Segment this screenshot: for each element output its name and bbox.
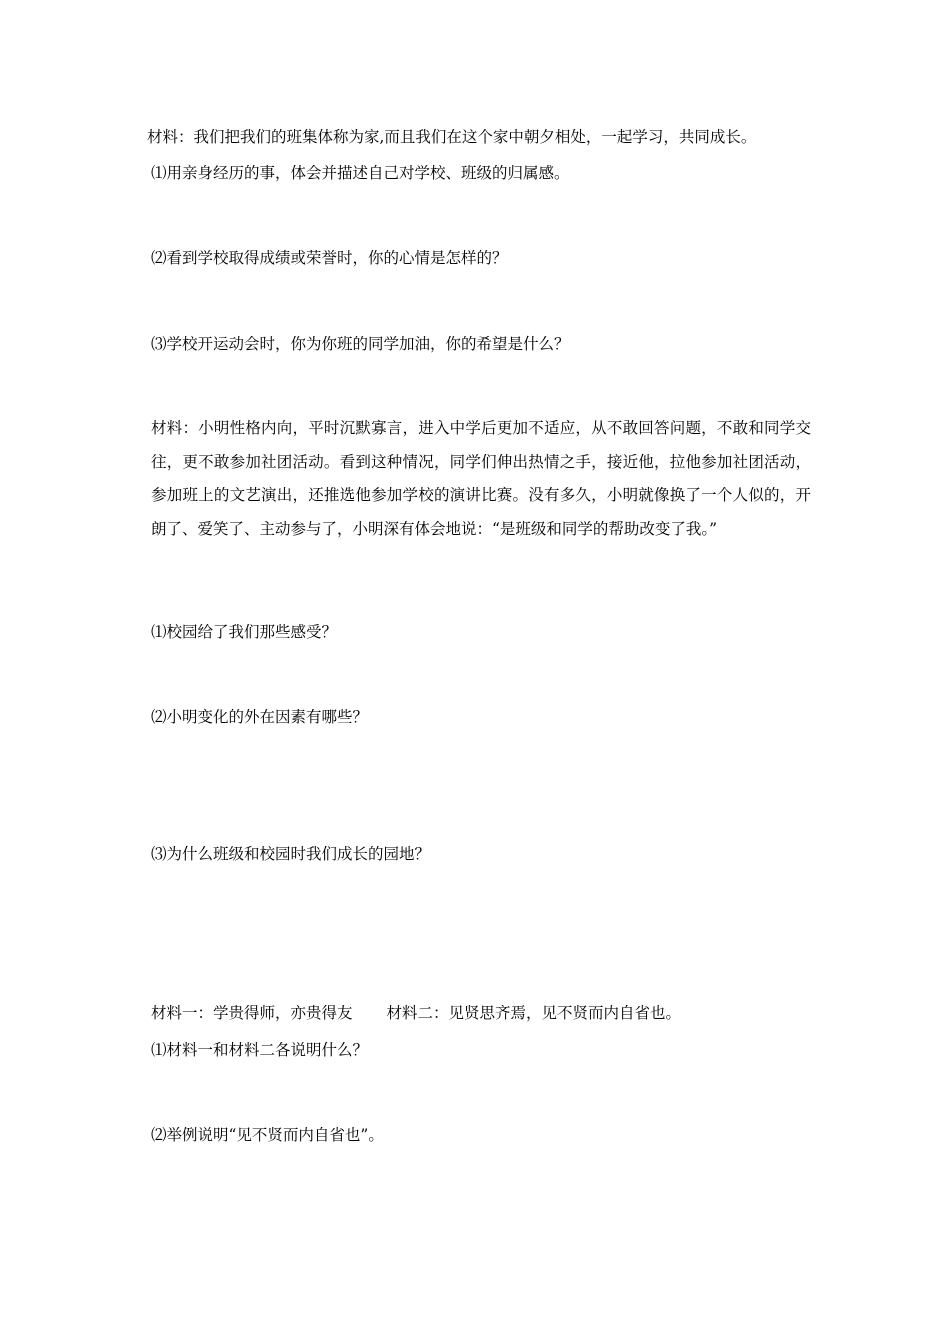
section3-material-1: 材料一：学贵得师，亦贵得友 — [151, 1004, 353, 1022]
section1-question-2: ⑵看到学校取得成绩或荣誉时，你的心情是怎样的？ — [151, 249, 508, 267]
section1-question-3: ⑶学校开运动会时，你为你班的同学加油，你的希望是什么？ — [151, 335, 570, 353]
section3-question-1: ⑴材料一和材料二各说明什么？ — [151, 1041, 369, 1059]
section2-question-1: ⑴校园给了我们那些感受？ — [151, 623, 338, 641]
section2-material: 材料：小明性格内向，平时沉默寡言，进入中学后更加不适应，从不敢回答问题，不敢和同学交往，更不敢参加社团活动。看到这种情况，同学们伸出热情之手，接近他，拉他参加社团活动，参加班上的文艺演出，还推选他参加学校的演讲比赛。没有多久，小明就像换了一个人似的，开朗了、爱笑了、主动参与了，小明深有体会地说：“是班级和同学的帮助改变了我。” — [151, 419, 811, 538]
section1-material: 材料：我们把我们的班集体称为家,而且我们在这个家中朝夕相处，一起学习，共同成长。 — [147, 128, 757, 146]
section2-question-2: ⑵小明变化的外在因素有哪些？ — [151, 708, 369, 726]
section1-question-1: ⑴用亲身经历的事，体会并描述自己对学校、班级的归属感。 — [151, 164, 570, 182]
section3-question-2: ⑵举例说明“见不贤而内自省也”。 — [151, 1126, 384, 1144]
section2-question-3: ⑶为什么班级和校园时我们成长的园地？ — [151, 845, 431, 863]
section3-materials-line — [151, 1003, 681, 1023]
section3-material-2: 材料二：见贤思齐焉，见不贤而内自省也。 — [386, 1004, 682, 1022]
